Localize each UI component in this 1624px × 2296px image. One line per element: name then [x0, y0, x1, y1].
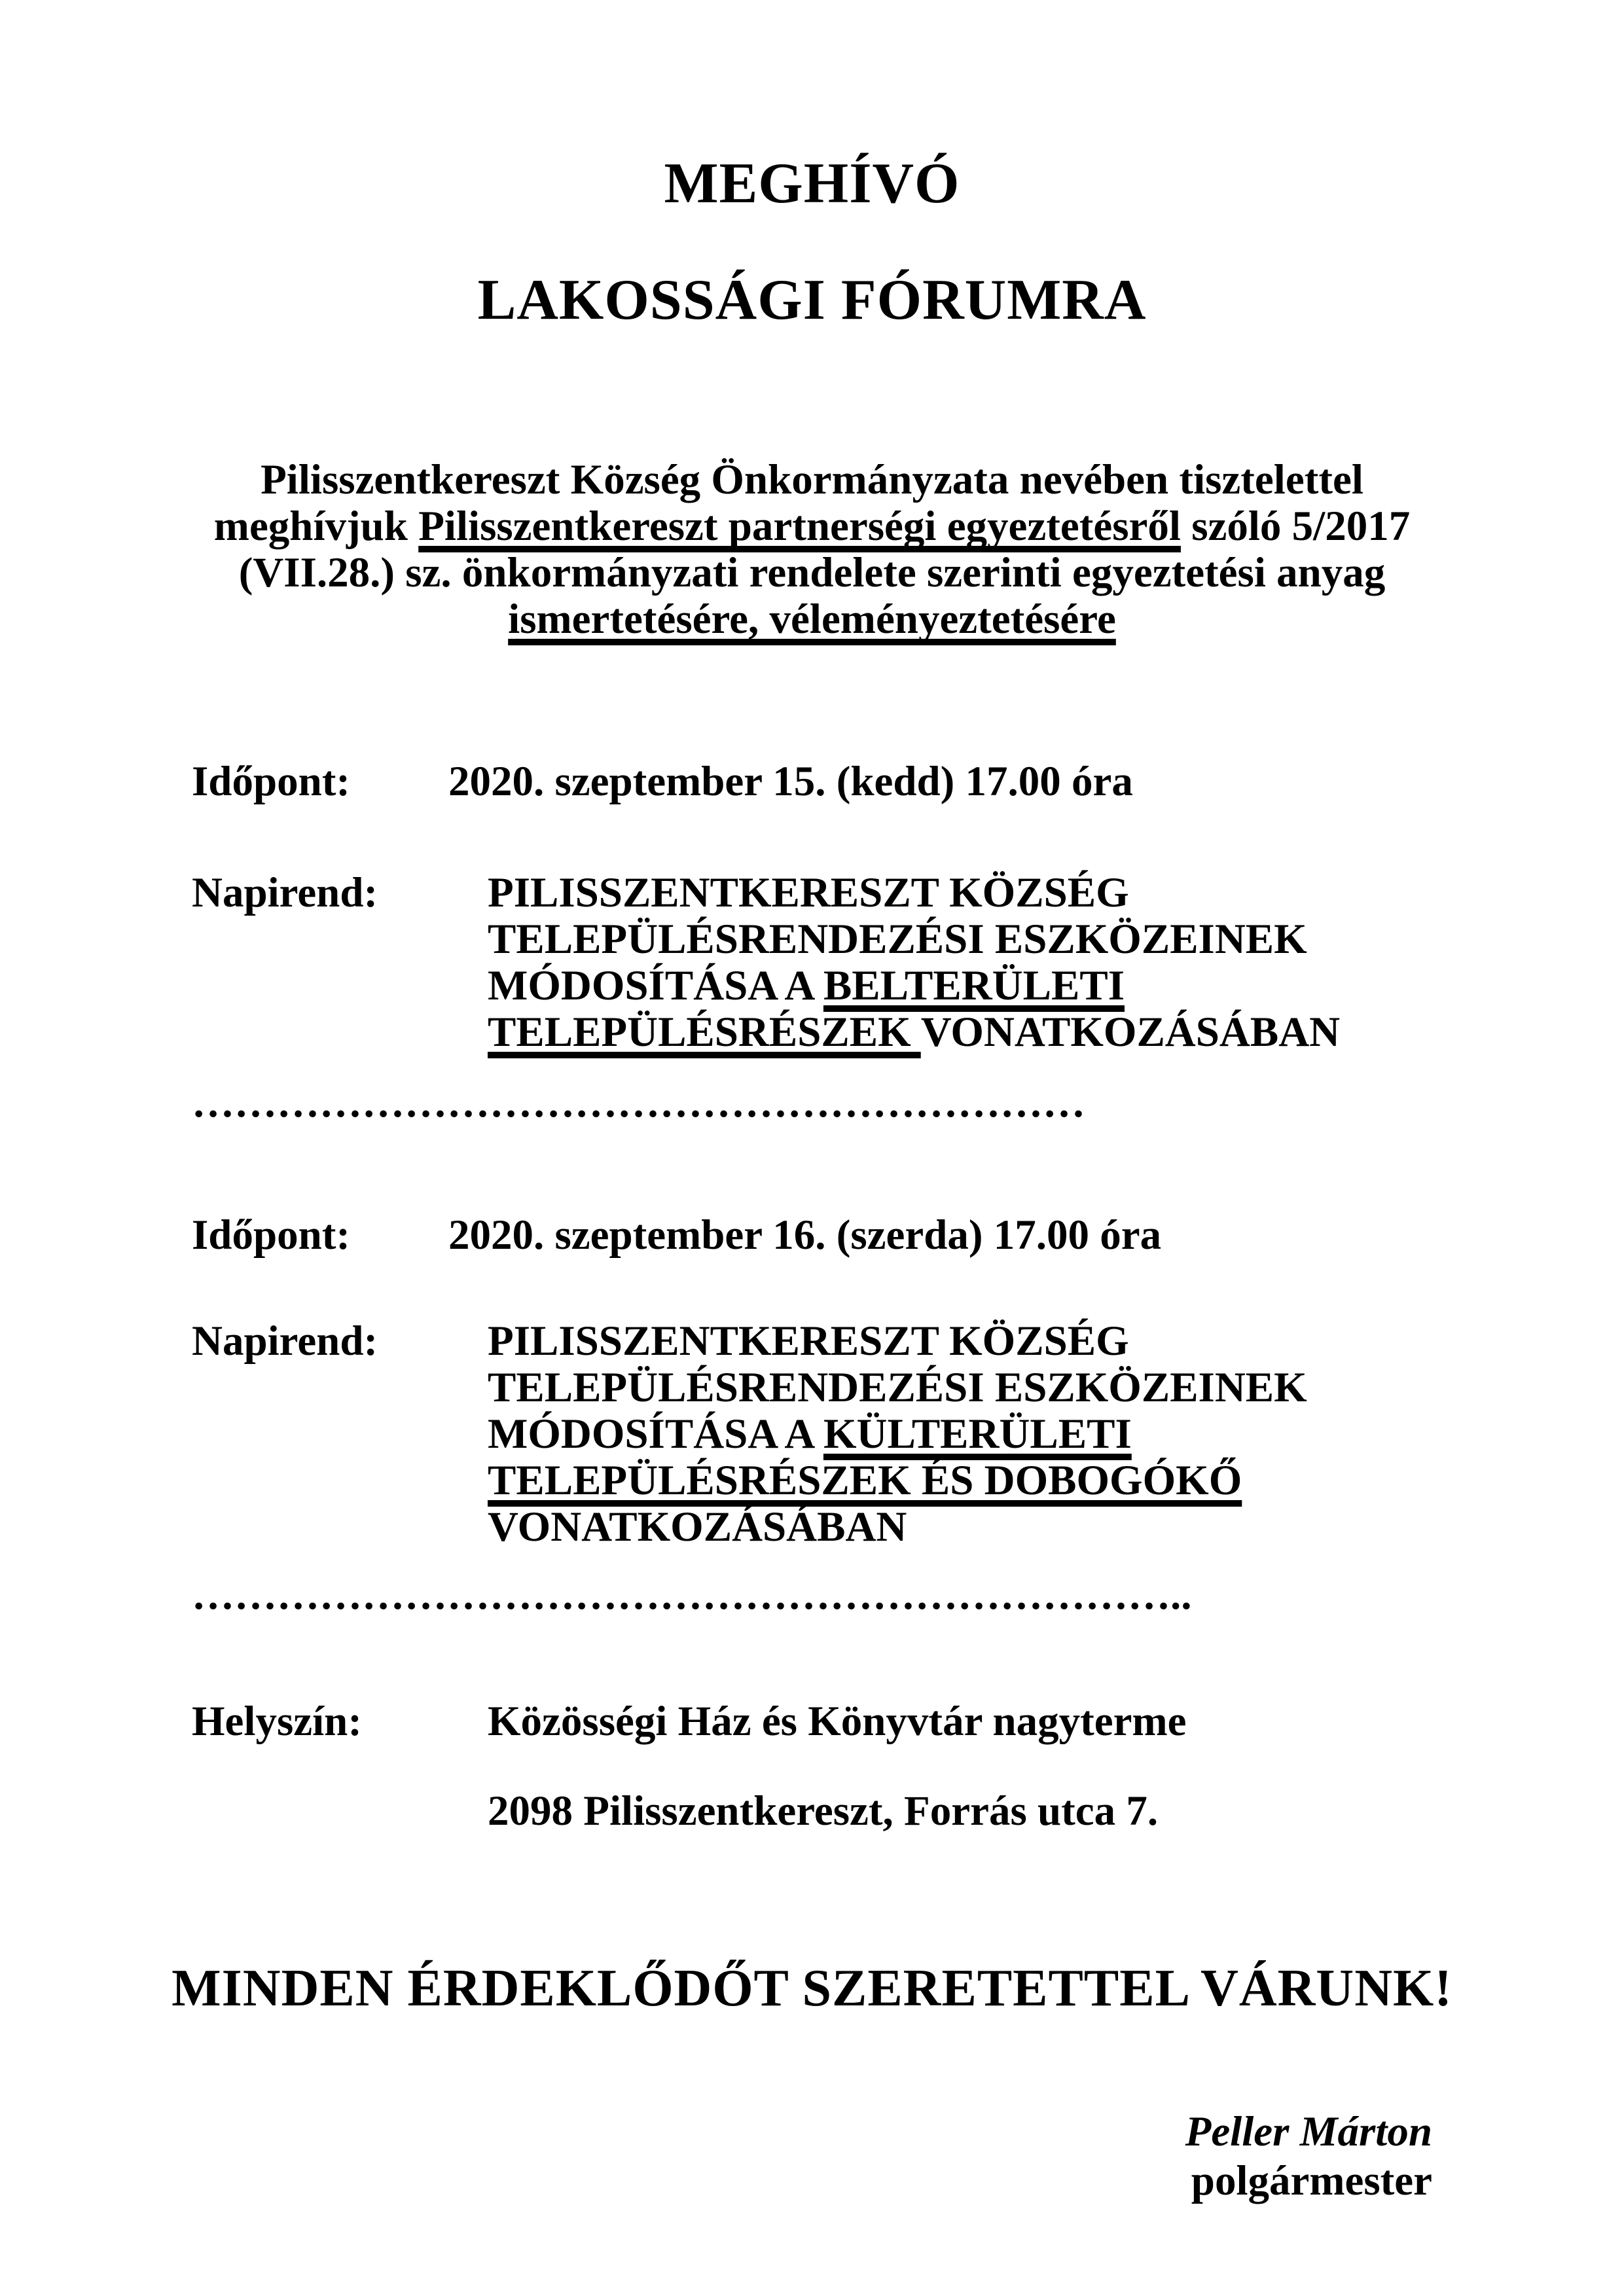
intro-line-3: (VII.28.) sz. önkormányzati rendelete szerinti egyeztetési anyag	[238, 549, 1386, 596]
intro-line-4	[192, 596, 1432, 643]
session2-agenda-row	[192, 1318, 1432, 1551]
underlined-kulteruleti: KÜLTERÜLETI	[823, 1410, 1132, 1458]
venue-label: Helyszín:	[192, 1698, 362, 1745]
session1-time-row	[192, 759, 1432, 805]
session2-agenda-line-2: TELEPÜLÉSRENDEZÉSI ESZKÖZEINEK	[488, 1364, 1307, 1411]
closing-line: MINDEN ÉRDEKLŐDŐT SZERETETTEL VÁRUNK!	[171, 1960, 1453, 2017]
session1-agenda-line-3: MÓDOSÍTÁSA A BELTERÜLETI	[488, 962, 1125, 1009]
session2-agenda-line-3: MÓDOSÍTÁSA A KÜLTERÜLETI	[488, 1410, 1132, 1458]
document-subtitle: LAKOSSÁGI FÓRUMRA	[477, 268, 1147, 332]
session1-time-value: 2020. szeptember 15. (kedd) 17.00 óra	[448, 758, 1133, 805]
document-title: MEGHÍVÓ	[664, 152, 960, 215]
session1-agenda-text	[488, 870, 1432, 1056]
session2-agenda-line-4	[488, 1458, 1432, 1504]
underlined-phrase-purpose: ismertetésére, véleményeztetésére	[508, 596, 1116, 643]
session1-agenda-row	[192, 870, 1432, 1056]
intro-line-1: Pilisszentkereszt Község Önkormányzata nevében tisztelettel	[261, 456, 1363, 503]
session2-agenda-label: Napirend:	[192, 1318, 378, 1365]
session1-agenda-line-1: PILISSZENTKERESZT KÖZSÉG	[488, 869, 1129, 916]
venue-name: Közösségi Ház és Könyvtár nagyterme	[488, 1698, 1187, 1745]
venue-row	[192, 1698, 1432, 1745]
session2-time-row	[192, 1212, 1432, 1259]
session2-agenda-text	[488, 1318, 1432, 1551]
signature-name: Peller Márton	[1185, 2108, 1432, 2155]
signature-role: polgármester	[1191, 2157, 1432, 2204]
session2-agenda-line-1: PILISSZENTKERESZT KÖZSÉG	[488, 1318, 1129, 1365]
session2-time-label: Időpont:	[192, 1211, 351, 1259]
session1-time-label: Időpont:	[192, 758, 351, 805]
underlined-phrase-regulation: Pilisszentkereszt partnerségi egyeztetésről	[418, 503, 1181, 550]
intro-line-2: meghívjuk Pilisszentkereszt partnerségi egyeztetésről szóló 5/2017	[213, 503, 1411, 550]
session1-agenda-line-2: TELEPÜLÉSRENDEZÉSI ESZKÖZEINEK	[488, 916, 1307, 963]
intro-paragraph	[192, 457, 1432, 643]
dotted-divider-1: ………………………………………………………	[192, 1080, 1085, 1126]
underlined-belteruleti: BELTERÜLETI	[823, 962, 1125, 1009]
session1-agenda-label: Napirend:	[192, 869, 378, 916]
session2-time-value: 2020. szeptember 16. (szerda) 17.00 óra	[448, 1211, 1162, 1259]
session2-agenda-line-5: VONATKOZÁSÁBAN	[488, 1503, 907, 1551]
signature-block	[192, 2108, 1432, 2206]
dotted-divider-2: ……………………………………………………………..	[192, 1572, 1192, 1619]
underlined-telepulesreszek-dobogoko: TELEPÜLÉSRÉSZEK ÉS DOBOGÓKŐ	[488, 1457, 1242, 1504]
session1-agenda-line-4: TELEPÜLÉSRÉSZEK VONATKOZÁSÁBAN	[488, 1009, 1341, 1056]
underlined-telepulesreszek: TELEPÜLÉSRÉSZEK	[488, 1009, 921, 1056]
venue-address: 2098 Pilisszentkereszt, Forrás utca 7.	[488, 1787, 1159, 1835]
